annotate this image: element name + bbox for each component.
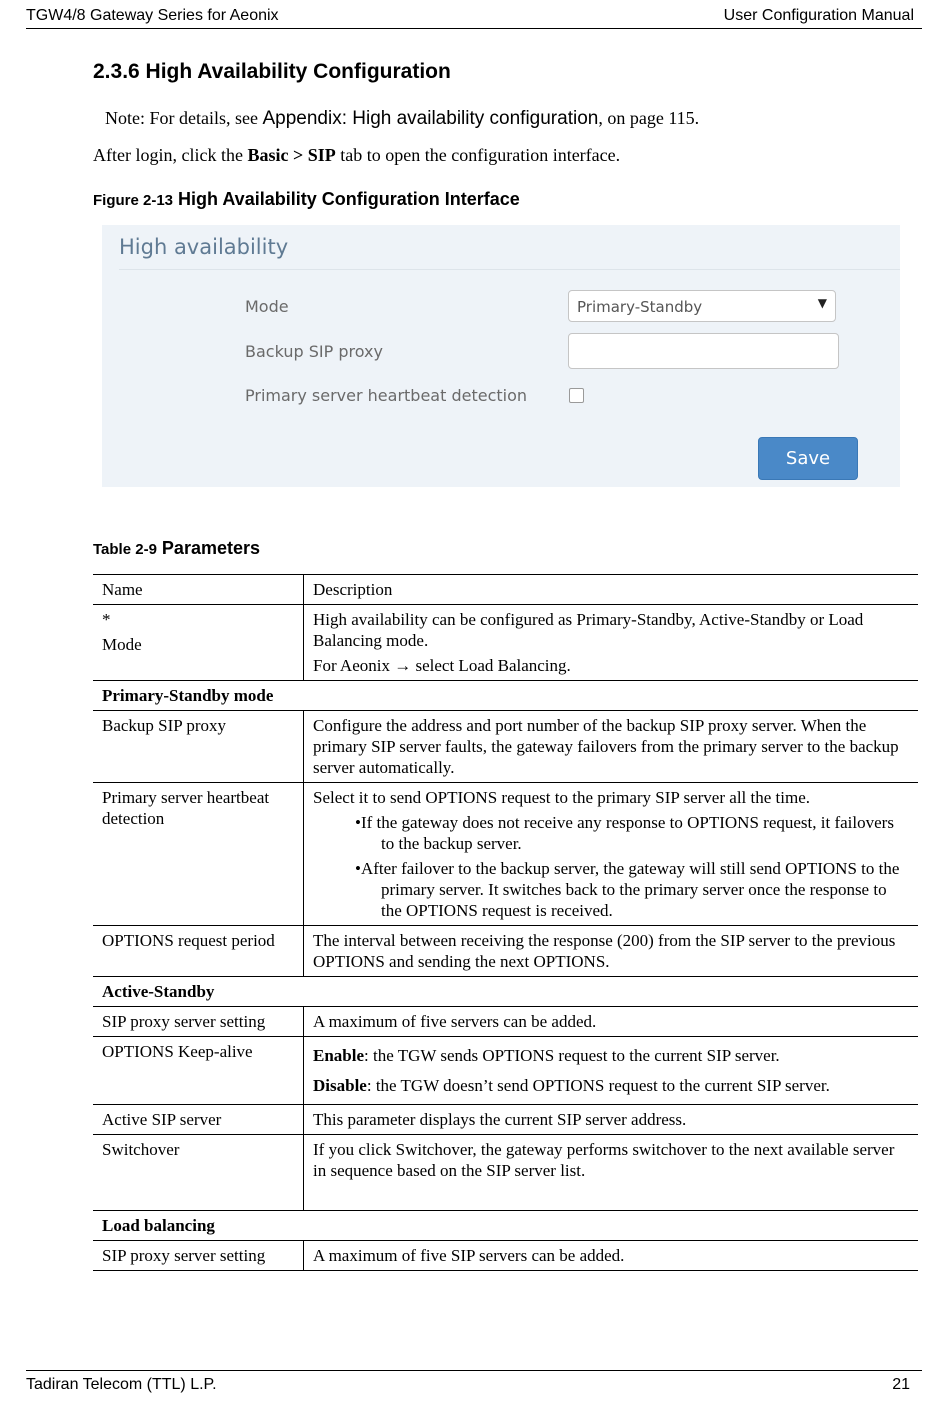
param-description xyxy=(304,783,919,926)
para-separator: > xyxy=(288,145,308,165)
table-row xyxy=(93,783,918,926)
table-row xyxy=(93,1241,918,1271)
desc-fragment: select Load Balancing. xyxy=(411,656,571,675)
para-text-end: tab to open the configuration interface. xyxy=(335,145,621,165)
note-suffix: , on page 115. xyxy=(598,108,700,128)
desc-text xyxy=(313,1075,909,1096)
mode-select-value: Primary-Standby xyxy=(577,298,703,316)
sip-tab-ref: SIP xyxy=(307,145,336,165)
intro-paragraph xyxy=(93,145,620,166)
param-name xyxy=(93,605,304,681)
header-description: Description xyxy=(304,575,919,605)
figure-title: High Availability Configuration Interface xyxy=(173,189,520,209)
group-row xyxy=(93,681,918,711)
table-row xyxy=(93,605,918,681)
figure-caption xyxy=(93,189,520,210)
table-row xyxy=(93,1037,918,1105)
table-header-row xyxy=(93,575,918,605)
param-name: SIP proxy server setting xyxy=(93,1007,304,1037)
header-doc-title: TGW4/8 Gateway Series for Aeonix xyxy=(26,7,279,24)
desc-text xyxy=(313,655,909,676)
param-description: Configure the address and port number of the backup SIP proxy server. When the primary SIP server faults, the gateway failovers from the primary server to the backup server automatically. xyxy=(304,711,919,783)
section-title: 2.3.6 High Availability Configuration xyxy=(93,60,451,83)
table-caption xyxy=(93,538,260,559)
figure-number: Figure 2-13 xyxy=(93,192,174,209)
param-description xyxy=(304,1037,919,1105)
appendix-link[interactable]: Appendix: High availability configuration xyxy=(262,108,599,129)
group-row xyxy=(93,977,918,1007)
desc-fragment: : the TGW doesn’t send OPTIONS request to the current SIP server. xyxy=(366,1076,830,1095)
param-name: Active SIP server xyxy=(93,1105,304,1135)
group-active-standby: Active-Standby xyxy=(93,977,918,1007)
basic-tab-ref: Basic xyxy=(247,145,289,165)
group-row xyxy=(93,1211,918,1241)
header-manual-title: User Configuration Manual xyxy=(723,7,914,24)
note xyxy=(105,108,699,130)
desc-text xyxy=(313,1045,909,1066)
backup-sip-proxy-label: Backup SIP proxy xyxy=(245,342,383,361)
save-button[interactable]: Save xyxy=(758,437,858,480)
heartbeat-detection-checkbox[interactable] xyxy=(569,388,584,403)
param-name-text: Mode xyxy=(102,635,142,654)
param-description: A maximum of five servers can be added. xyxy=(304,1007,919,1037)
param-description: A maximum of five SIP servers can be added. xyxy=(304,1241,919,1271)
parameters-table xyxy=(93,574,918,1271)
desc-text: Select it to send OPTIONS request to the primary SIP server all the time. xyxy=(313,788,810,807)
high-availability-panel xyxy=(102,225,900,487)
param-name: SIP proxy server setting xyxy=(93,1241,304,1271)
panel-title: High availability xyxy=(119,235,289,259)
disable-term: Disable xyxy=(313,1076,367,1095)
param-description: If you click Switchover, the gateway performs switchover to the next available server in sequence based on the SIP server list. xyxy=(304,1135,919,1211)
desc-text: High availability can be configured as Primary-Standby, Active-Standby or Load Balancing mode. xyxy=(313,610,864,650)
table-number: Table 2-9 xyxy=(93,541,157,558)
bullet-item: •After failover to the backup server, the gateway will still send OPTIONS to the primary server. It switches back to the primary server once the response to the OPTIONS request is received. xyxy=(355,859,900,920)
table-row xyxy=(93,1105,918,1135)
table-row xyxy=(93,1007,918,1037)
desc-fragment: : the TGW sends OPTIONS request to the current SIP server. xyxy=(364,1046,780,1065)
group-primary-standby: Primary-Standby mode xyxy=(93,681,918,711)
backup-sip-proxy-input[interactable] xyxy=(568,333,839,369)
table-row xyxy=(93,926,918,977)
header-name: Name xyxy=(93,575,304,605)
page-footer xyxy=(26,1370,922,1397)
enable-term: Enable xyxy=(313,1046,365,1065)
note-prefix: Note: For details, see xyxy=(105,108,263,128)
desc-fragment: For Aeonix xyxy=(313,656,395,675)
param-description xyxy=(304,605,919,681)
param-name: OPTIONS request period xyxy=(93,926,304,977)
page-number: 21 xyxy=(892,1376,910,1393)
mode-label: Mode xyxy=(245,297,289,316)
table-title: Parameters xyxy=(156,538,260,558)
mode-select[interactable] xyxy=(568,290,836,322)
page-header xyxy=(26,6,922,29)
arrow-right-icon: → xyxy=(394,656,412,675)
param-description: The interval between receiving the response (200) from the SIP server to the previous OPTIONS and sending the next OPTIONS. xyxy=(304,926,919,977)
param-name: Primary server heartbeat detection xyxy=(93,783,304,926)
group-load-balancing: Load balancing xyxy=(93,1211,918,1241)
required-marker: * xyxy=(102,610,111,629)
bullet-item: •If the gateway does not receive any response to OPTIONS request, it failovers to the backup server. xyxy=(355,813,894,853)
triangle-down-icon: ▼ xyxy=(817,296,827,310)
param-name: Backup SIP proxy xyxy=(93,711,304,783)
para-text: After login, click the xyxy=(93,145,248,165)
panel-divider xyxy=(119,269,900,270)
table-row xyxy=(93,1135,918,1211)
footer-company: Tadiran Telecom (TTL) L.P. xyxy=(26,1376,217,1393)
param-name: OPTIONS Keep-alive xyxy=(93,1037,304,1105)
param-name: Switchover xyxy=(93,1135,304,1211)
heartbeat-detection-label: Primary server heartbeat detection xyxy=(245,386,528,405)
param-description: This parameter displays the current SIP server address. xyxy=(304,1105,919,1135)
table-row xyxy=(93,711,918,783)
